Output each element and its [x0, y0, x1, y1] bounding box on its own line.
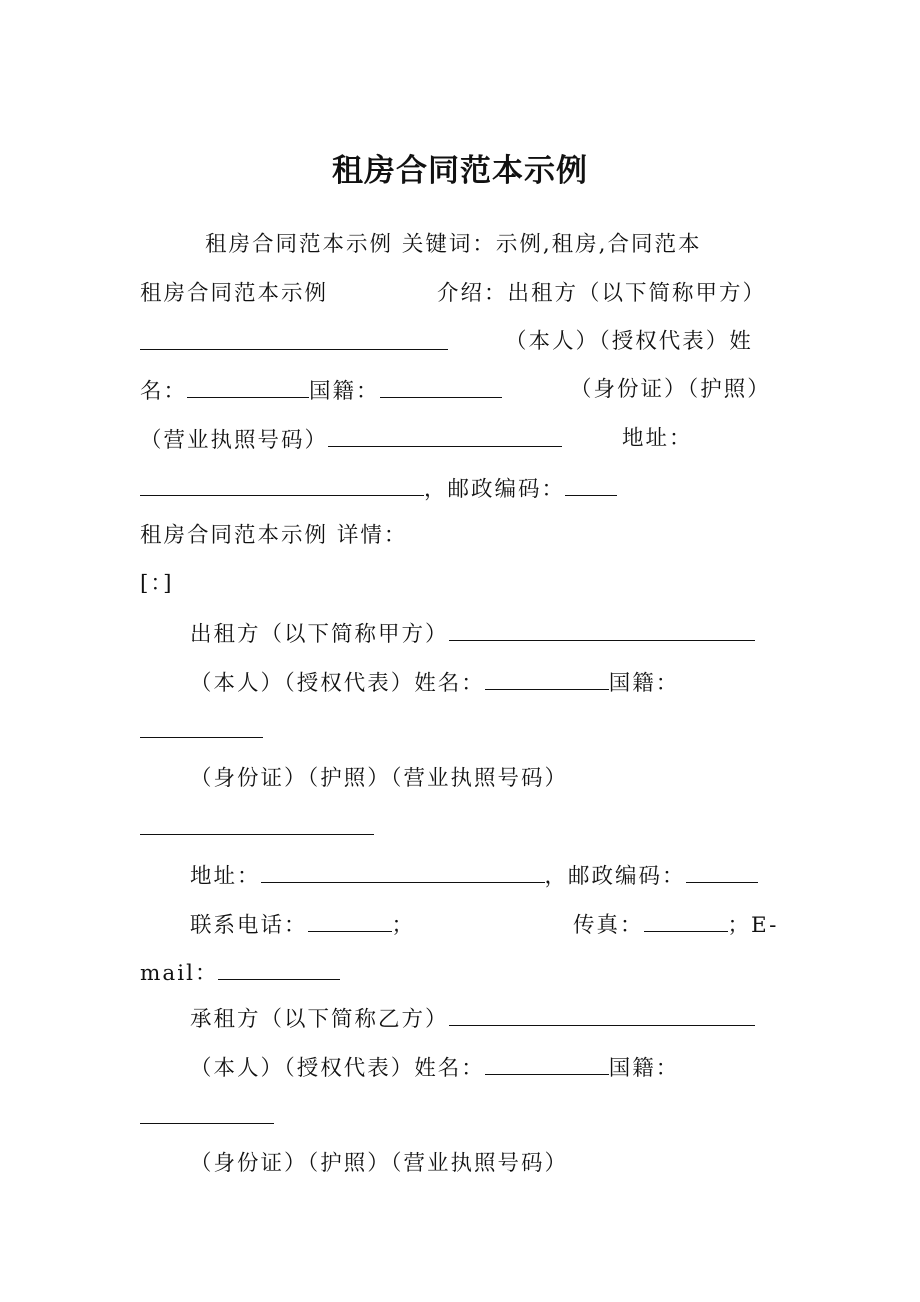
intro-lessor-blank-line	[140, 327, 448, 359]
intro-license-label: （营业执照号码）	[140, 428, 329, 453]
lessee-nationality-blank	[140, 1101, 274, 1124]
intro-postcode-blank	[565, 473, 617, 496]
details-heading: 租房合同范本示例 详情：	[140, 523, 408, 548]
lessee-nationality-label: 国籍：	[608, 1056, 680, 1081]
lessor-address-label: 地址：	[190, 864, 261, 889]
intro-postcode-label: ，邮政编码：	[424, 477, 566, 502]
intro-address-blank	[140, 473, 424, 496]
lessor-fax-end: ；E-	[727, 913, 779, 938]
lessor-rep-name: （本人）（授权代表）姓名：	[190, 671, 485, 696]
lessee-name-field-blank	[485, 1052, 609, 1075]
intro-name-label: 名：	[140, 379, 188, 404]
intro-nationality-label: 国籍：	[309, 379, 380, 404]
intro-license-blank	[328, 424, 562, 447]
intro-nationality-blank	[380, 375, 502, 398]
intro-id-types: （身份证）（护照）	[570, 377, 771, 402]
lessee-rep-row	[190, 1052, 679, 1084]
lessee-id-types: （身份证）（护照）（营业执照号码）	[190, 1151, 569, 1176]
lessee-heading: 承租方（以下简称乙方）	[190, 1007, 449, 1032]
bracket-marker: [：]	[140, 571, 174, 596]
lessor-id-blank-line	[140, 812, 374, 844]
lessor-address-row	[190, 860, 758, 892]
lessor-email-label: mail：	[140, 961, 219, 986]
intro-license-row	[140, 424, 562, 456]
lessor-nationality-blank-line	[140, 715, 263, 747]
intro-name-blank	[187, 375, 309, 398]
intro-name-row	[140, 375, 502, 407]
lessee-heading-row	[190, 1003, 755, 1035]
intro-address-label: 地址：	[622, 426, 693, 451]
lessee-nationality-blank-line	[140, 1101, 274, 1133]
document-title: 租房合同范本示例	[332, 153, 588, 189]
lessor-id-types: （身份证）（护照）（营业执照号码）	[190, 766, 569, 791]
lessor-email-blank	[218, 957, 340, 980]
lessor-id-blank	[140, 812, 374, 835]
lessor-phone-row	[190, 909, 415, 941]
lessor-phone-end: ；	[391, 913, 416, 938]
lessor-nationality-label: 国籍：	[608, 671, 680, 696]
intro-address-row	[140, 473, 617, 505]
lessor-phone-blank	[308, 909, 392, 932]
lessee-heading-blank	[449, 1003, 755, 1026]
lessor-name-field-blank	[485, 667, 609, 690]
lessor-heading-row	[190, 618, 755, 650]
summary-text: 介绍：出租方（以下简称甲方）	[437, 281, 767, 306]
lessor-address-blank	[261, 860, 545, 883]
keywords-line: 租房合同范本示例 关键词：示例,租房,合同范本	[205, 232, 702, 257]
intro-rep-name: （本人）（授权代表）姓	[505, 329, 753, 354]
lessor-heading-blank	[449, 618, 755, 641]
summary-prefix: 租房合同范本示例	[140, 281, 329, 306]
lessor-fax-row	[573, 909, 778, 941]
lessor-postcode-label: ，邮政编码：	[544, 864, 686, 889]
lessor-name-blank	[140, 327, 448, 350]
lessee-rep-name: （本人）（授权代表）姓名：	[190, 1056, 485, 1081]
lessor-fax-blank	[644, 909, 728, 932]
lessor-postcode-blank	[686, 860, 758, 883]
lessor-rep-row	[190, 667, 679, 699]
lessor-nationality-blank	[140, 715, 263, 738]
lessor-heading: 出租方（以下简称甲方）	[190, 622, 449, 647]
lessor-email-row	[140, 957, 340, 989]
lessor-phone-label: 联系电话：	[190, 913, 308, 938]
lessor-fax-label: 传真：	[573, 913, 644, 938]
